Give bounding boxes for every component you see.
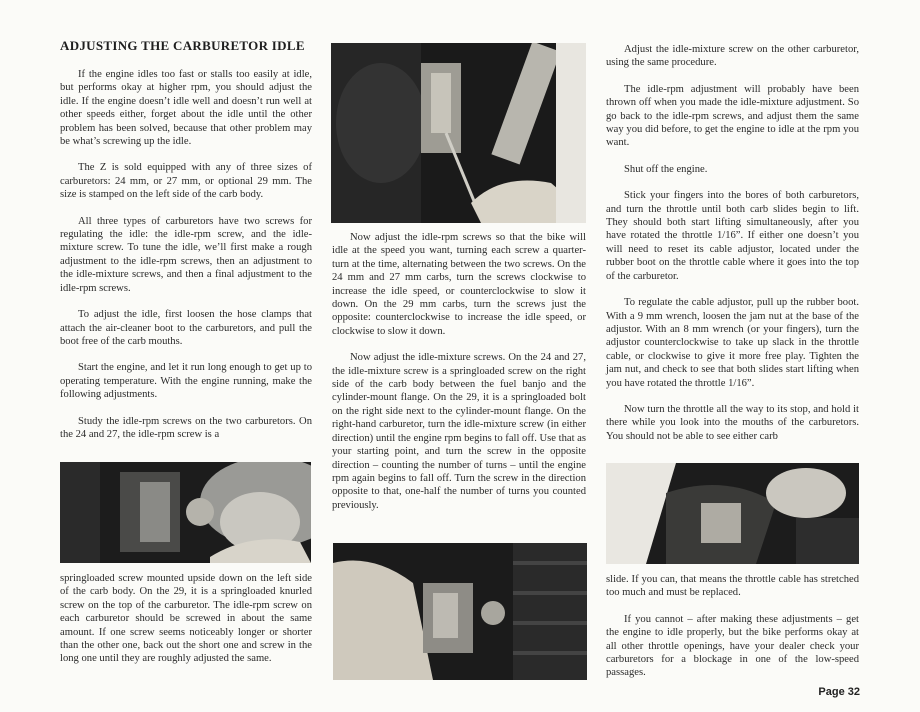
paragraph: springloaded screw mounted upside down on the left side of the carb body. On the 29, it is a springloaded knurled screw on the top of the carburetor. The idle-rpm screw on each carburetor should be screwed in about the same amount. If one screw seems noticeably longer or shorter than the other one, back out the short one and screw in the long one until they are roughly adjusted the same.: [60, 573, 312, 665]
paragraph: Stick your fingers into the bores of both carburetors, and turn the throttle until both carb slides begin to lift. They should both start lifting simultaneously, after you have rotated the throttle 1/16”. If either one doesn’t you will need to reset its cable adjustor, located under the rubber boot on the throttle cable where it goes into the top of the carburetor.: [606, 190, 859, 282]
carburetor-photo-3: [333, 543, 587, 680]
paragraph: Shut off the engine.: [624, 163, 708, 175]
paragraph: To adjust the idle, first loosen the hose clamps that attach the air-cleaner boot to the carburetors, and pull the boot free of the carb mouths.: [60, 309, 312, 347]
paragraph: The Z is sold equipped with any of three sizes of carburetors: 24 mm, or 27 mm, or optional 29 mm. The size is stamped on the left side of the carb body.: [60, 162, 312, 201]
column-1: [60, 68, 312, 441]
carburetor-photo-4: [606, 463, 859, 564]
column-1-continued: [60, 572, 312, 666]
paragraph: Start the engine, and let it run long enough to get up to operating temperature. With the engine running, make the following adjustments.: [60, 362, 312, 401]
carburetor-photo-2: [331, 43, 586, 223]
paragraph: Study the idle-rpm screws on the two carburetors. On the 24 and 27, the idle-rpm screw is a: [60, 415, 312, 440]
paragraph: If you cannot – after making these adjustments – get the engine to idle properly, but the bike performs okay at all other throttle openings, have your dealer check your carburetors for a blockage in one of the low-speed passages.: [606, 613, 859, 679]
paragraph: Adjust the idle-mixture screw on the other carburetor, using the same procedure.: [606, 44, 859, 69]
column-2: [332, 231, 586, 512]
page-title: ADJUSTING THE CARBURETOR IDLE: [60, 38, 305, 53]
paragraph: All three types of carburetors have two screws for regulating the idle: the idle-rpm screw, and the idle-mixture screw. To tune the idle, we’ll first make a rough adjustment to the idle-rpm screws, then an adjustment to the idle-mixture screws, and then a final adjustment to the idle-rpm screws.: [60, 215, 312, 294]
column-3-continued: [606, 573, 859, 680]
column-3: [606, 43, 859, 443]
paragraph: Now adjust the idle-rpm screws so that the bike will idle at the speed you want, turning each screw a quarter-turn at the time, alternating between the two screws. On the 24 mm and 27 mm carbs, turn the screws clockwise to increase the idle speed, or counterclockwise to slow it down. On the 29 mm carbs, turn the screws just the opposite: counterclockwise to increase the idle speed, or clockwise to slow it down.: [332, 232, 586, 337]
paragraph: The idle-rpm adjustment will probably have been thrown off when you made the idle-mixture adjustment. So go back to the idle-rpm screws, and adjust them the same way you did before, to get the engine to idle at the rpm you want.: [606, 83, 859, 149]
carburetor-photo-1: [60, 462, 311, 563]
paragraph: Now turn the throttle all the way to its stop, and hold it there while you look into the mouths of the carburetors. You should not be able to see either carb: [606, 403, 859, 442]
paragraph: To regulate the cable adjustor, pull up the rubber boot. With a 9 mm wrench, loosen the jam nut at the base of the adjustor. With an 8 mm wrench (or your fingers), turn the adjustor counterclockwise to take up slack in the throttle cable, or clockwise to give it more free play. Tighten the jam nut, and check to see that both slides start lifting when you have rotated the throttle 1/16”.: [606, 297, 859, 389]
paragraph: If the engine idles too fast or stalls too easily at idle, but performs okay at higher rpm, you should adjust the idle. If the engine doesn’t idle well and doesn’t run well at other speeds either, forget about the idle until the other problem has been solved, because that other problem may be what’s screwing up the idle.: [60, 69, 312, 148]
page-number: Page 32: [818, 686, 860, 698]
paragraph: slide. If you can, that means the throttle cable has stretched too much and must be replaced.: [606, 574, 859, 599]
paragraph: Now adjust the idle-mixture screws. On the 24 and 27, the idle-mixture screw is a springloaded screw on the right side of the carb body between the fuel banjo and the cylinder-mount flange. On the 29, it is a springloaded bolt on the right side next to the cylinder-mount flange. On the right-hand carburetor, turn the idle-mixture screw (in either direction) until the engine rpm begins to fall off. Use that as your starting point, and turn the screw in the opposite direction – counting the number of turns – until the engine rpm again begins to fall off. Turn the screw in the direction opposite to that, one-half the number of turns you counted previously.: [332, 352, 586, 511]
